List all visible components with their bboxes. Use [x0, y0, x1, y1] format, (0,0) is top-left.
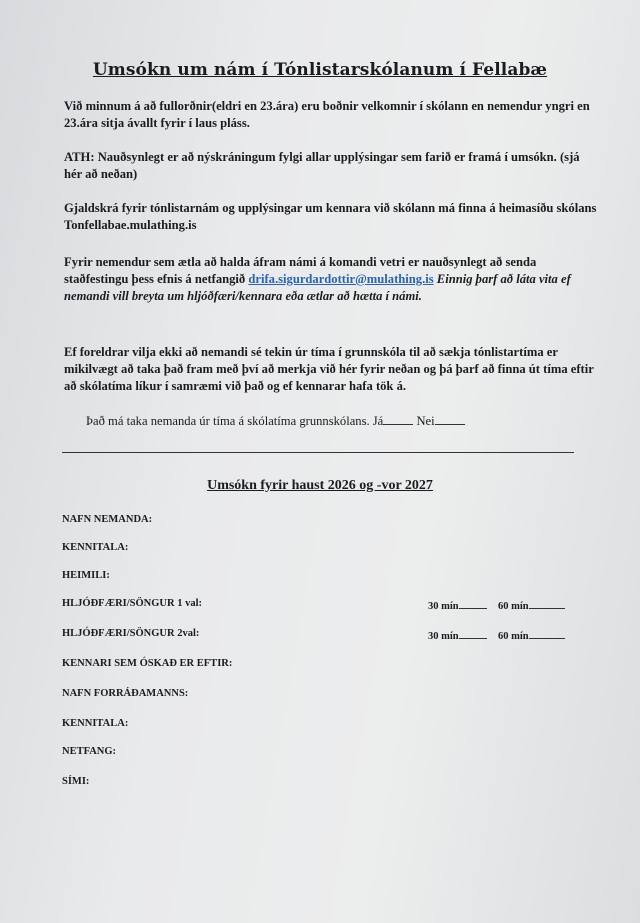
instrument1-60min-blank[interactable] — [529, 598, 565, 609]
instrument1-30min-blank[interactable] — [459, 598, 487, 609]
continuing-text-after: Einnig þarf að láta vita ef nemandi vill breyta um hljóðfæri/kennara eða ætlar að hætta í námi. — [64, 272, 571, 303]
paragraph-continuing-students — [64, 254, 599, 305]
field-instrument-1: HLJÓÐFÆRI/SÖNGUR 1 val: — [62, 598, 203, 609]
field-instrument-2: HLJÓÐFÆRI/SÖNGUR 2val: — [62, 628, 200, 639]
instrument1-30min: 30 mín — [428, 598, 487, 612]
field-teacher: KENNARI SEM ÓSKAÐ ER EFTIR: — [62, 658, 233, 669]
yes-blank[interactable] — [383, 414, 413, 425]
paragraph-attention: ATH: Nauðsynlegt er að nýskráningum fylgi allar upplýsingar sem farið er framá í umsókn. (sjá hér að neðan) — [64, 150, 580, 181]
consent-text: Það má taka nemanda úr tíma á skólatíma grunnskólans. Já — [86, 414, 384, 428]
no-blank[interactable] — [435, 414, 465, 425]
paragraph-fees: Gjaldskrá fyrir tónlistarnám og upplýsingar um kennara við skólann má finna á heimasíðu skólans Tonfellabae.mulathing.is — [64, 201, 597, 232]
field-guardian-name: NAFN FORRÁÐAMANNS: — [62, 688, 189, 699]
field-phone: SÍMI: — [62, 776, 90, 787]
paragraph-adults-welcome: Við minnum á að fullorðnir(eldri en 23.ára) eru boðnir velkomnir í skólann en nemendur yngri en 23.ára sitja ávallt fyrir í laus pláss. — [64, 99, 590, 130]
field-student-name: NAFN NEMANDA: — [62, 514, 153, 525]
page-title: Umsókn um nám í Tónlistarskólanum í Fellabæ — [92, 60, 548, 80]
field-kennitala-guardian: KENNITALA: — [62, 718, 129, 729]
field-kennitala-student: KENNITALA: — [62, 542, 129, 553]
instrument2-60min-blank[interactable] — [529, 628, 565, 639]
instrument2-30min: 30 mín — [428, 628, 487, 642]
divider — [62, 452, 574, 453]
instrument1-60min: 60 mín — [498, 598, 565, 612]
paragraph-school-hours: Ef foreldrar vilja ekki að nemandi sé tekin úr tíma í grunnskóla til að sækja tónlistartíma er mikilvægt að taka það fram með því að merkja við hér fyrir neðan og þá þarf að finna út tíma eftir að skólatíma líkur í samræmi við það og ef kennarar hafa tök á. — [64, 345, 594, 393]
instrument2-60min: 60 mín — [498, 628, 565, 642]
consent-line — [86, 414, 465, 429]
continuing-text: Fyrir nemendur sem ætla að halda áfram námi á komandi vetri er nauðsynlegt að senda staðfestingu þess efnis á netfangið — [64, 255, 537, 286]
instrument2-30min-blank[interactable] — [459, 628, 487, 639]
form-title: Umsókn fyrir haust 2026 og -vor 2027 — [207, 478, 433, 493]
field-address: HEIMILI: — [62, 570, 110, 581]
no-label: Nei — [416, 414, 435, 428]
contact-email-link[interactable]: drifa.sigurdardottir@mulathing.is — [248, 272, 434, 286]
field-email: NETFANG: — [62, 746, 117, 757]
